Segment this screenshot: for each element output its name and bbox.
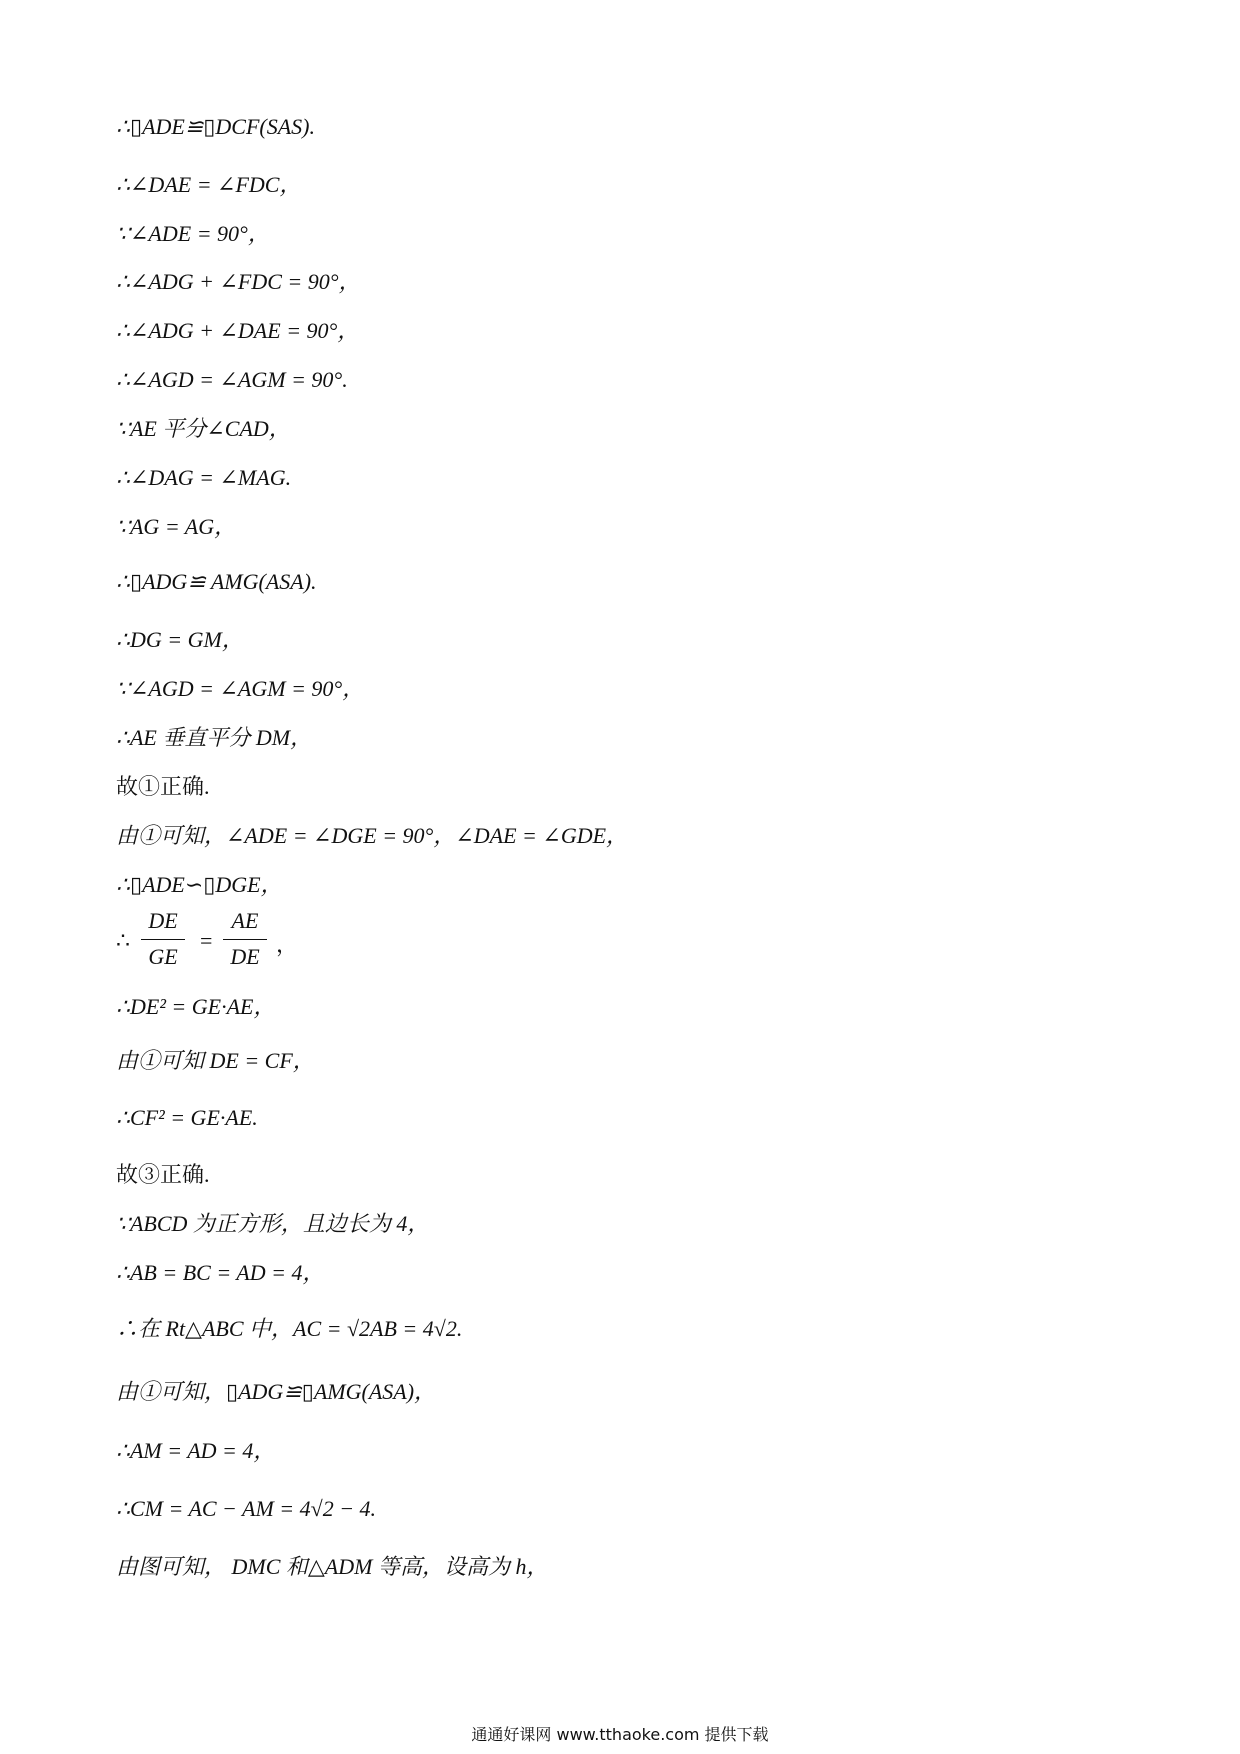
fraction-right-denominator: DE [230, 944, 260, 969]
fraction-left-numerator: DE [148, 908, 178, 933]
fraction-right-bar [223, 939, 267, 940]
proof-line-26: ∴CM = AC − AM = 4√2 − 4. [116, 1496, 377, 1521]
proof-line-20: 故③正确. [116, 1162, 210, 1187]
proof-line-4: ∴∠ADG + ∠FDC = 90°， [116, 269, 361, 294]
proof-line-24: 由①可知，▯ADG≌▯AMG(ASA)， [116, 1379, 437, 1404]
page-footer: 通通好课网 www.tthaoke.com 提供下载 [471, 1725, 769, 1744]
fraction-tail: ， [276, 932, 299, 957]
proof-line-9: ∵AG = AG， [116, 514, 237, 539]
proof-line-6: ∴∠AGD = ∠AGM = 90°. [116, 367, 348, 392]
proof-line-16: ∴▯ADE∽▯DGE， [116, 872, 283, 897]
proof-line-10: ∴▯ADG≌ AMG(ASA). [116, 569, 317, 594]
proof-line-7: ∵AE 平分∠CAD， [116, 416, 291, 441]
therefore-symbol: ∴ [116, 928, 130, 953]
proof-line-22: ∴AB = BC = AD = 4， [116, 1260, 325, 1285]
proof-line-2: ∴∠DAE = ∠FDC， [116, 172, 302, 197]
fraction-left-bar [141, 939, 185, 940]
proof-line-5: ∴∠ADG + ∠DAE = 90°， [116, 318, 360, 343]
proof-line-15: 由①可知，∠ADE = ∠DGE = 90°，∠DAE = ∠GDE， [116, 823, 629, 848]
proof-line-25: ∴AM = AD = 4， [116, 1438, 276, 1463]
proof-line-17: ∴DE² = GE·AE， [116, 994, 276, 1019]
fraction-right-numerator: AE [231, 908, 259, 933]
proof-line-27: 由图可知， DMC 和△ADM 等高，设高为 h， [116, 1554, 549, 1579]
proof-line-13: ∴AE 垂直平分 DM， [116, 725, 313, 750]
proof-line-23: ∴在 Rt△ABC 中，AC = √2AB = 4√2. [116, 1316, 463, 1341]
equals-sign: = [200, 928, 213, 953]
proof-line-18: 由①可知 DE = CF， [116, 1048, 315, 1073]
proof-line-14: 故①正确. [116, 774, 210, 799]
proof-line-21: ∵ABCD 为正方形，且边长为 4， [116, 1211, 430, 1236]
fraction-equation [116, 906, 516, 976]
proof-line-1: ∴▯ADE≌▯DCF(SAS). [116, 114, 315, 139]
proof-line-8: ∴∠DAG = ∠MAG. [116, 465, 292, 490]
proof-line-11: ∴DG = GM， [116, 627, 244, 652]
fraction-left-denominator: GE [148, 944, 178, 969]
proof-line-3: ∵∠ADE = 90°， [116, 221, 270, 246]
proof-line-19: ∴CF² = GE·AE. [116, 1105, 258, 1130]
proof-line-12: ∵∠AGD = ∠AGM = 90°， [116, 676, 365, 701]
